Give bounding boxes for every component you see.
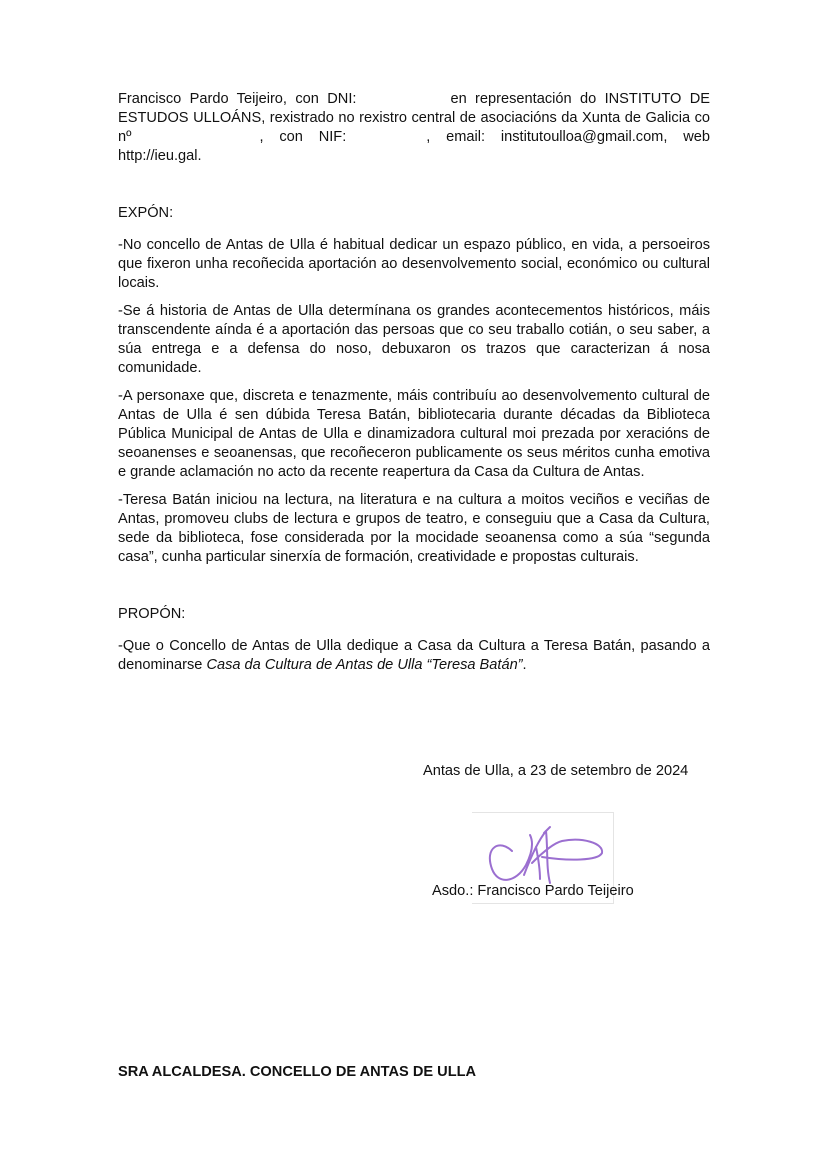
signature-label: Asdo.: Francisco Pardo Teijeiro [432, 883, 634, 899]
expon-paragraph-4: -Teresa Batán iniciou na lectura, na literatura e na cultura a moitos veciños e veciñas de Antas, promoveu clubs de lectura e grupos de teatro, e conseguiu que a Casa da Cultura, sede da biblioteca, fose considerada por la mocidade seoanensa como a súa “segunda casa”, cunha particular sinerxía de formación, creatividade e propostas culturais. [118, 492, 710, 565]
expon-paragraph-2: -Se á historia de Antas de Ulla determínana os grandes acontecementos históricos, máis transcendente aínda é a aportación das persoas que co seu traballo cotián, o seu saber, a súa entrega e a defensa do noso, debuxaron os trazos que caracterizan á nosa comunidade. [118, 303, 710, 376]
expon-paragraph-1: -No concello de Antas de Ulla é habitual dedicar un espazo público, en vida, a persoeiros que fixeron unha recoñecida aportación ao desenvolvemento social, económico ou cultural locais. [118, 237, 710, 291]
expon-paragraph-3: -A personaxe que, discreta e tenazmente, máis contribuíu ao desenvolvemento cultural de Antas de Ulla é sen dúbida Teresa Batán, bibliotecaria durante décadas da Biblioteca Pública Municipal de Antas de Ulla e dinamizadora cultural moi prezada por xeracións de seoanenses e seoanensas, que recoñeceron publicamente os seus méritos cunha emotiva e grande aclamación no acto da recente reapertura da Casa da Cultura de Antas. [118, 388, 710, 480]
addressee-footer: SRA ALCALDESA. CONCELLO DE ANTAS DE ULLA [118, 1064, 477, 1080]
header-paragraph [118, 90, 710, 166]
header-text-2: en representación do INSTITUTO DE ESTUDOS ULLOÁNS, rexistrado no rexistro central de asociacións da Xunta de Galicia co nº [118, 91, 710, 145]
expon-heading: EXPÓN: [118, 205, 174, 221]
propon-proposed-name: Casa da Cultura de Antas de Ulla “Teresa Batán” [206, 657, 523, 673]
propon-heading: PROPÓN: [118, 606, 186, 622]
propon-text-end: . [522, 657, 527, 673]
header-text-3: , con NIF: [259, 129, 347, 145]
propon-paragraph [118, 637, 710, 675]
propon-text: -Que o Concello de Antas de Ulla dedique a Casa da Cultura a Teresa Batán, pasando a denominarse [118, 638, 710, 673]
date-line: Antas de Ulla, a 23 de setembro de 2024 [423, 763, 689, 779]
header-text-1: Francisco Pardo Teijeiro, con DNI: [118, 91, 357, 107]
header-text-4: , email: institutoulloa@gmail.com, web http://ieu.gal. [118, 129, 710, 164]
letter-body [118, 90, 710, 684]
